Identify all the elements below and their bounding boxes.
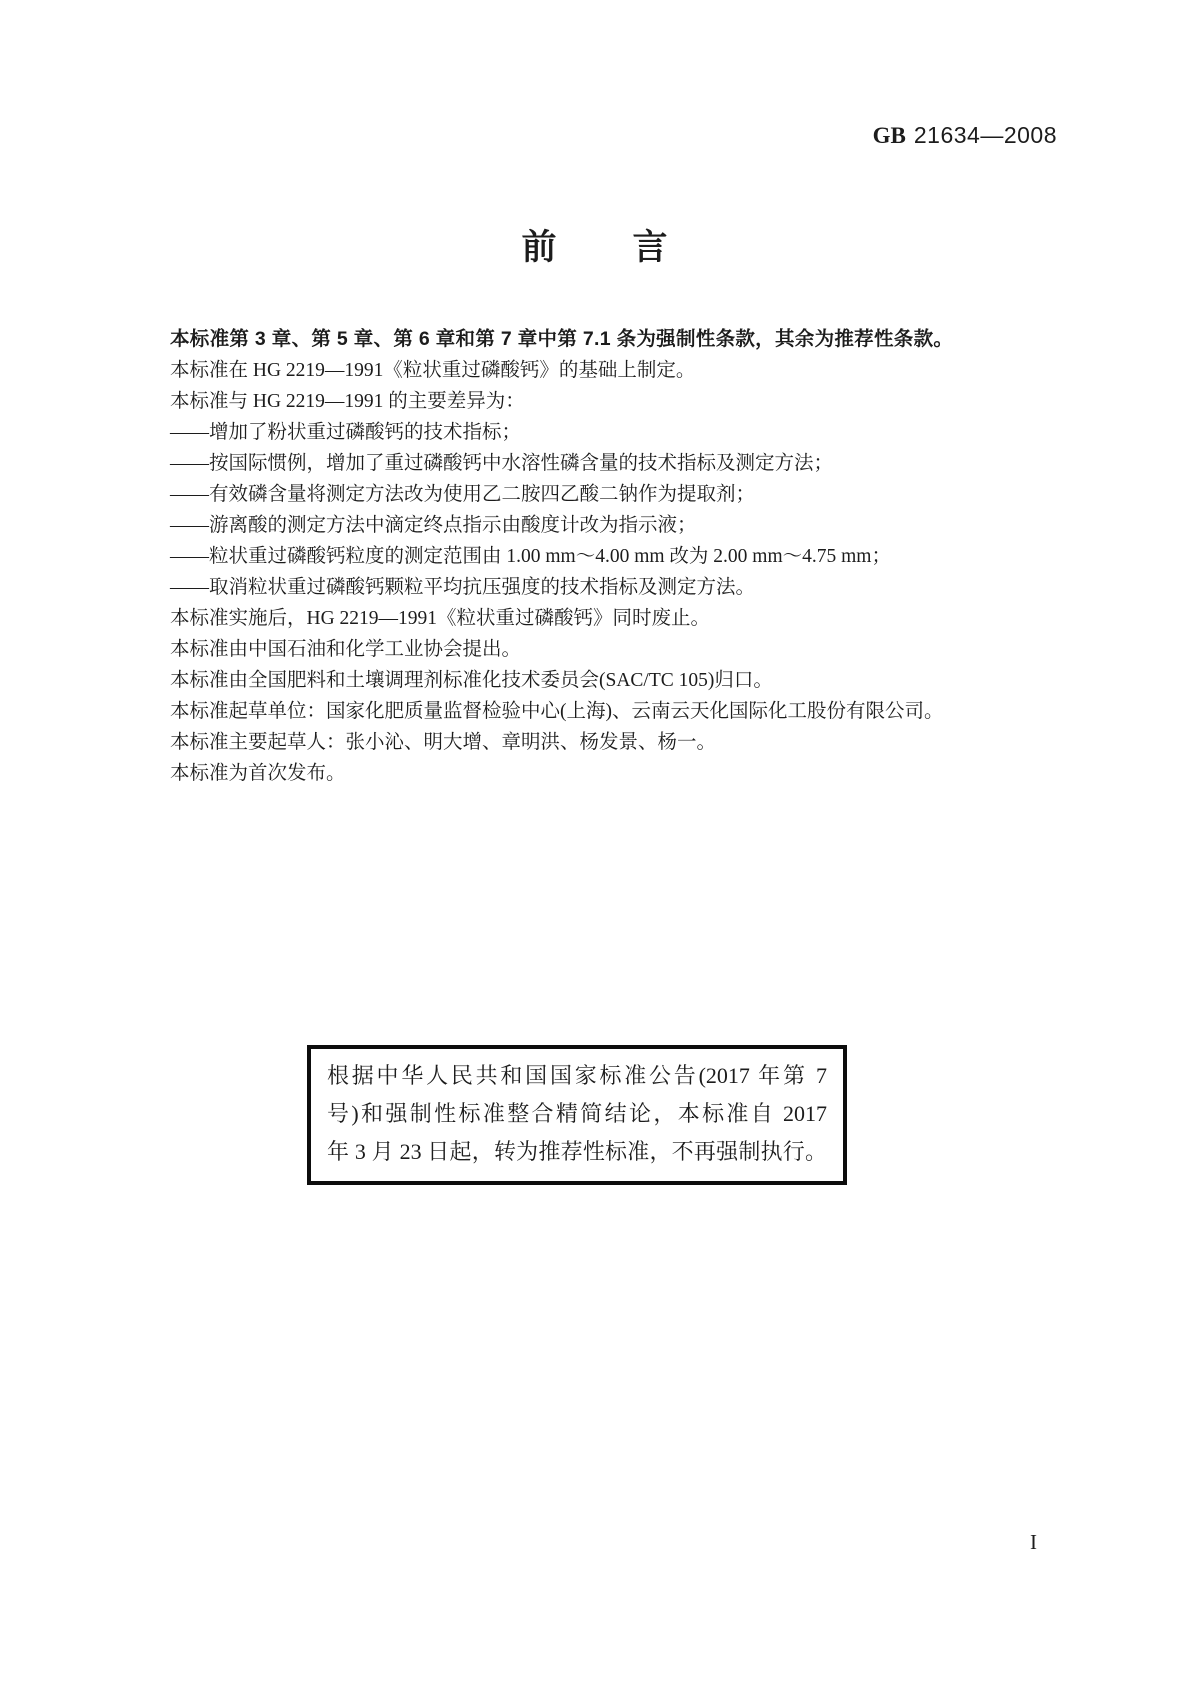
notice-box [307,1045,847,1185]
foreword-paragraph: ——按国际惯例，增加了重过磷酸钙中水溶性磷含量的技术指标及测定方法； [170,453,834,474]
foreword-paragraph: 本标准第 3 章、第 5 章、第 6 章和第 7 章中第 7.1 条为强制性条款，其余为推荐性条款。 [170,328,954,350]
foreword-paragraph: 本标准起草单位：国家化肥质量监督检验中心(上海)、云南云天化国际化工股份有限公司。 [170,701,944,722]
foreword-paragraph: ——增加了粉状重过磷酸钙的技术指标； [170,422,522,443]
notice-line: 根据中华人民共和国国家标准公告(2017 年第 7 [327,1063,827,1088]
notice-line: 年 3 月 23 日起，转为推荐性标准，不再强制执行。 [327,1139,827,1164]
foreword-paragraph: ——取消粒状重过磷酸钙颗粒平均抗压强度的技术指标及测定方法。 [170,577,756,598]
standard-code-prefix: GB [872,123,906,148]
foreword-paragraph: 本标准实施后，HG 2219—1991《粒状重过磷酸钙》同时废止。 [170,608,711,629]
foreword-paragraph: ——有效磷含量将测定方法改为使用乙二胺四乙酸二钠作为提取剂； [170,484,756,505]
page-title: 前 言 [521,228,670,267]
foreword-paragraph: 本标准由中国石油和化学工业协会提出。 [170,639,522,660]
page-number: I [1030,1530,1037,1554]
foreword-paragraph: 本标准为首次发布。 [170,763,346,784]
foreword-paragraph: ——粒状重过磷酸钙粒度的测定范围由 1.00 mm～4.00 mm 改为 2.00 mm～4.75 mm； [170,546,891,567]
foreword-paragraph: 本标准由全国肥料和土壤调理剂标准化技术委员会(SAC/TC 105)归口。 [170,670,773,691]
foreword-body [170,324,980,789]
foreword-paragraph: 本标准在 HG 2219—1991《粒状重过磷酸钙》的基础上制定。 [170,360,696,381]
standard-code [873,122,1057,149]
standard-code-number: 21634—2008 [913,122,1057,148]
notice-line: 号)和强制性标准整合精简结论，本标准自 2017 [327,1101,827,1126]
foreword-paragraph: 本标准与 HG 2219—1991 的主要差异为： [170,391,525,412]
foreword-paragraph: ——游离酸的测定方法中滴定终点指示由酸度计改为指示液； [170,515,697,536]
foreword-paragraph: 本标准主要起草人：张小沁、明大增、章明洪、杨发景、杨一。 [170,732,717,753]
